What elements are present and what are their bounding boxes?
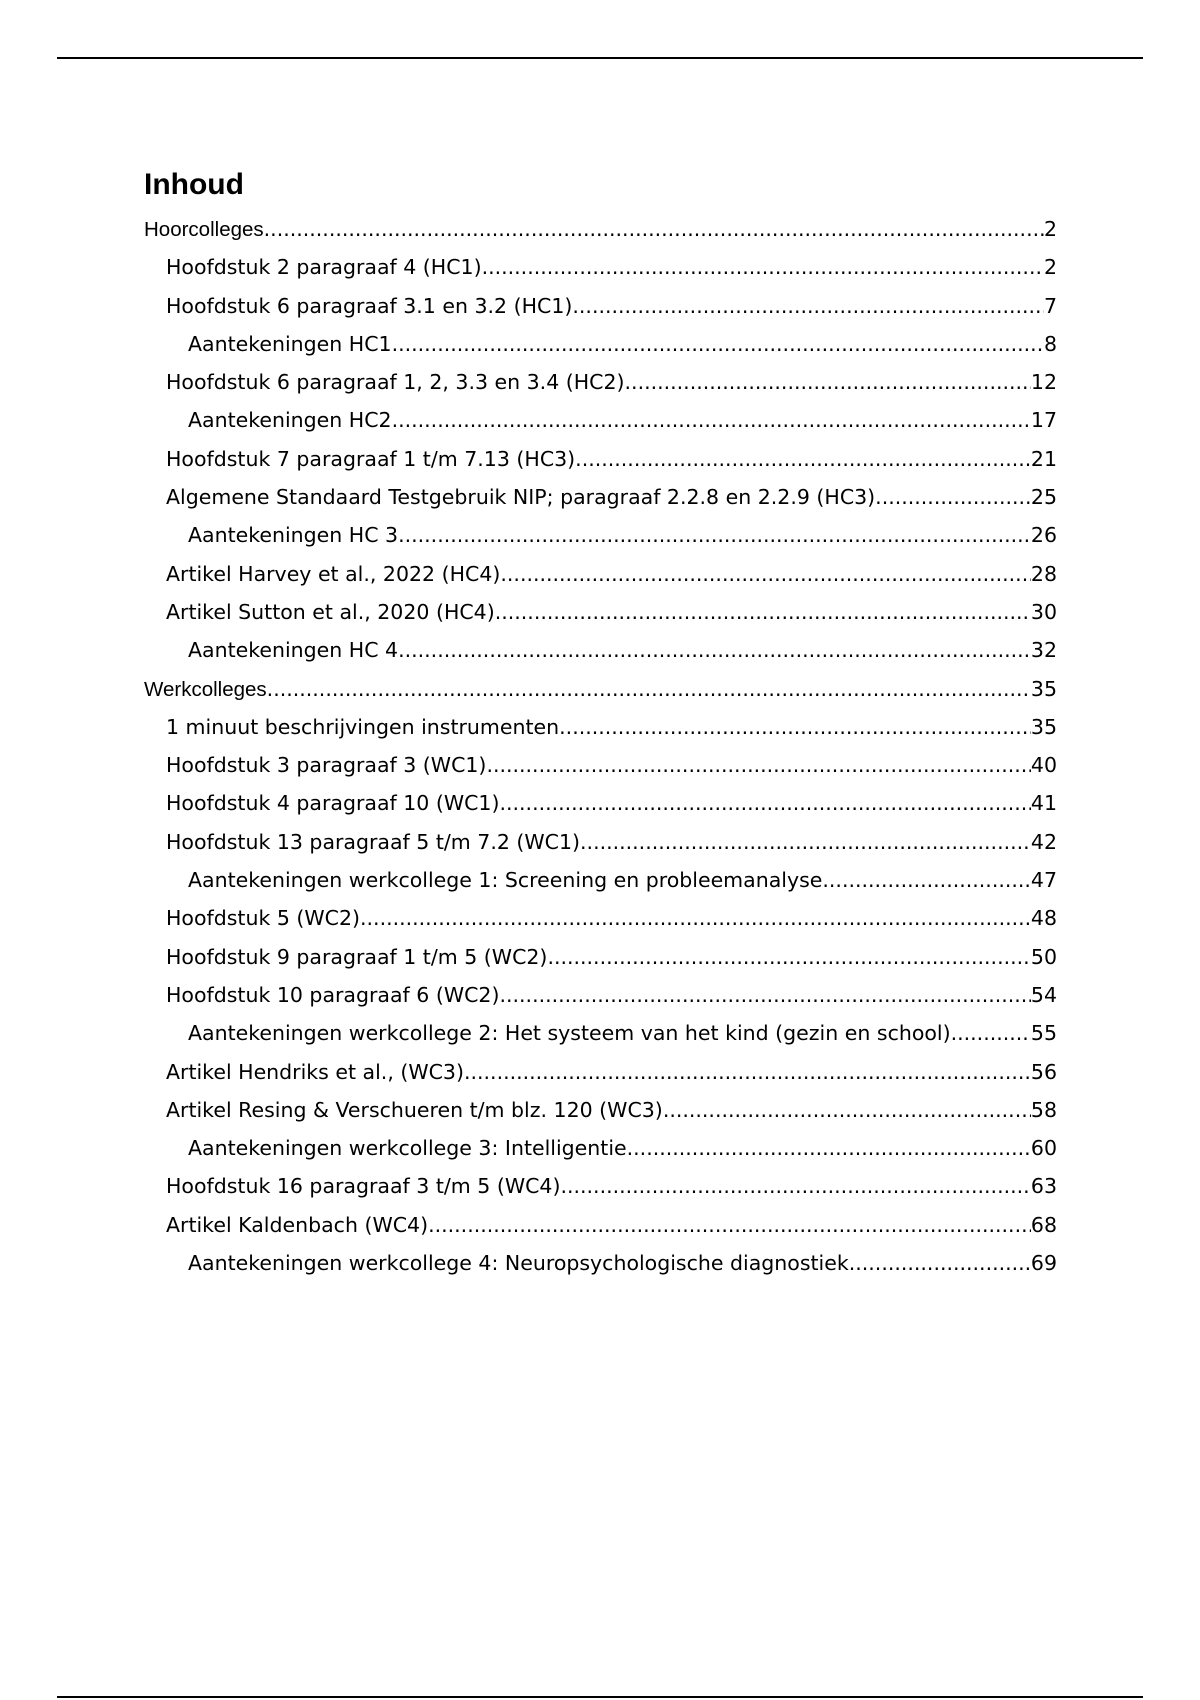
toc-page-number: 25: [1030, 485, 1057, 510]
toc-entry-title: Hoofdstuk 13 paragraaf 5 t/m 7.2 (WC1): [166, 829, 581, 854]
toc-dot-leader: [392, 401, 1031, 439]
toc-heading: Inhoud: [144, 168, 244, 201]
toc-dot-leader: [663, 1091, 1031, 1129]
toc-page-number: 2: [1043, 255, 1057, 280]
toc-entry-title: Hoofdstuk 10 paragraaf 6 (WC2): [166, 982, 500, 1007]
toc-entry[interactable]: [144, 210, 1057, 248]
toc-page-number: 32: [1030, 638, 1057, 663]
footer-rule: [57, 1696, 1143, 1698]
toc-dot-leader: [398, 631, 1031, 669]
toc-page-number: 56: [1030, 1059, 1057, 1084]
toc-dot-leader: [486, 746, 1030, 784]
toc-entry[interactable]: [144, 1129, 1057, 1167]
toc-entry-title: Werkcolleges: [144, 677, 267, 701]
toc-page-number: 12: [1030, 370, 1057, 395]
toc-dot-leader: [360, 899, 1031, 937]
toc-dot-leader: [625, 363, 1031, 401]
toc-dot-leader: [499, 976, 1030, 1014]
toc-entry[interactable]: [144, 516, 1057, 554]
toc-entry-title: Hoofdstuk 6 paragraaf 1, 2, 3.3 en 3.4 (HC2): [166, 370, 625, 395]
toc-dot-leader: [559, 708, 1031, 746]
toc-dot-leader: [580, 823, 1031, 861]
toc-entry-title: Algemene Standaard Testgebruik NIP; paragraaf 2.2.8 en 2.2.9 (HC3): [166, 485, 876, 510]
toc-entry-title: 1 minuut beschrijvingen instrumenten: [166, 714, 560, 739]
toc-dot-leader: [627, 1129, 1031, 1167]
toc-dot-leader: [267, 670, 1031, 708]
toc-entry-title: Hoofdstuk 6 paragraaf 3.1 en 3.2 (HC1): [166, 293, 573, 318]
toc-page-number: 35: [1030, 676, 1057, 701]
toc-page-number: 48: [1030, 906, 1057, 931]
toc-entry[interactable]: [144, 478, 1057, 516]
toc-entry-title: Aantekeningen werkcollege 1: Screening en probleemanalyse: [188, 868, 823, 893]
toc-page-number: 35: [1030, 714, 1057, 739]
toc-dot-leader: [495, 593, 1031, 631]
toc-entry[interactable]: [144, 555, 1057, 593]
toc-page-number: 7: [1043, 293, 1057, 318]
toc-entry[interactable]: [144, 1167, 1057, 1205]
toc-entry[interactable]: [144, 746, 1057, 784]
toc-entry[interactable]: [144, 976, 1057, 1014]
toc-page-number: 50: [1030, 944, 1057, 969]
toc-entry-title: Hoofdstuk 5 (WC2): [166, 906, 361, 931]
toc-page-number: 40: [1030, 753, 1057, 778]
toc-dot-leader: [849, 1244, 1031, 1282]
toc-entry[interactable]: [144, 1244, 1057, 1282]
toc-entry-title: Aantekeningen werkcollege 2: Het systeem van het kind (gezin en school): [188, 1021, 951, 1046]
toc-entry[interactable]: [144, 670, 1057, 708]
toc-entry[interactable]: [144, 823, 1057, 861]
toc-page-number: 60: [1030, 1136, 1057, 1161]
toc-entry-title: Aantekeningen werkcollege 3: Intelligentie: [188, 1136, 627, 1161]
toc-entry[interactable]: [144, 593, 1057, 631]
toc-entry-title: Aantekeningen HC1: [188, 331, 392, 356]
toc-entry[interactable]: [144, 248, 1057, 286]
toc-dot-leader: [398, 516, 1031, 554]
toc-entry[interactable]: [144, 899, 1057, 937]
toc-page-number: 55: [1030, 1021, 1057, 1046]
toc-page-number: 42: [1030, 829, 1057, 854]
table-of-contents: [144, 162, 1057, 1282]
toc-dot-leader: [572, 287, 1044, 325]
toc-dot-leader: [482, 248, 1044, 286]
toc-entry-title: Artikel Harvey et al., 2022 (HC4): [166, 561, 501, 586]
toc-entry[interactable]: [144, 325, 1057, 363]
toc-entry[interactable]: [144, 287, 1057, 325]
toc-dot-leader: [822, 861, 1031, 899]
toc-entry[interactable]: [144, 363, 1057, 401]
toc-list: [144, 210, 1057, 1282]
toc-dot-leader: [392, 325, 1044, 363]
toc-entry-title: Hoofdstuk 16 paragraaf 3 t/m 5 (WC4): [166, 1174, 561, 1199]
toc-entry[interactable]: [144, 440, 1057, 478]
toc-entry[interactable]: [144, 938, 1057, 976]
toc-page-number: 58: [1030, 1097, 1057, 1122]
toc-entry[interactable]: [144, 708, 1057, 746]
toc-entry-title: Hoofdstuk 4 paragraaf 10 (WC1): [166, 791, 500, 816]
toc-dot-leader: [499, 784, 1030, 822]
toc-entry-title: Hoorcolleges: [144, 218, 264, 241]
toc-entry-title: Hoofdstuk 2 paragraaf 4 (HC1): [166, 255, 482, 280]
toc-entry[interactable]: [144, 784, 1057, 822]
toc-page-number: 47: [1030, 868, 1057, 893]
toc-dot-leader: [875, 478, 1031, 516]
toc-page-number: 68: [1030, 1212, 1057, 1237]
toc-dot-leader: [575, 440, 1031, 478]
header-rule: [57, 57, 1143, 59]
toc-dot-leader: [560, 1167, 1030, 1205]
toc-entry-title: Artikel Kaldenbach (WC4): [166, 1212, 429, 1237]
toc-entry[interactable]: [144, 401, 1057, 439]
toc-entry-title: Artikel Resing & Verschueren t/m blz. 120 (WC3): [166, 1097, 663, 1122]
toc-page-number: 41: [1030, 791, 1057, 816]
toc-entry-title: Hoofdstuk 3 paragraaf 3 (WC1): [166, 753, 487, 778]
toc-page-number: 30: [1030, 599, 1057, 624]
toc-entry-title: Hoofdstuk 9 paragraaf 1 t/m 5 (WC2): [166, 944, 548, 969]
toc-page-number: 17: [1030, 408, 1057, 433]
toc-entry[interactable]: [144, 861, 1057, 899]
toc-entry-title: Hoofdstuk 7 paragraaf 1 t/m 7.13 (HC3): [166, 446, 576, 471]
toc-entry[interactable]: [144, 1091, 1057, 1129]
toc-entry[interactable]: [144, 1053, 1057, 1091]
toc-page-number: 54: [1030, 982, 1057, 1007]
toc-entry[interactable]: [144, 1014, 1057, 1052]
toc-dot-leader: [428, 1206, 1031, 1244]
toc-page-number: 2: [1043, 217, 1057, 241]
toc-dot-leader: [951, 1014, 1031, 1052]
toc-dot-leader: [464, 1053, 1031, 1091]
toc-page-number: 8: [1043, 331, 1057, 356]
toc-entry-title: Aantekeningen werkcollege 4: Neuropsychologische diagnostiek: [188, 1251, 849, 1276]
toc-entry[interactable]: [144, 1206, 1057, 1244]
toc-entry-title: Artikel Sutton et al., 2020 (HC4): [166, 599, 495, 624]
toc-page-number: 21: [1030, 446, 1057, 471]
toc-entry-title: Artikel Hendriks et al., (WC3): [166, 1059, 464, 1084]
toc-dot-leader: [264, 210, 1044, 248]
toc-entry-title: Aantekeningen HC 3: [188, 523, 399, 548]
toc-dot-leader: [547, 938, 1030, 976]
toc-page-number: 63: [1030, 1174, 1057, 1199]
toc-page-number: 69: [1030, 1251, 1057, 1276]
toc-dot-leader: [500, 555, 1031, 593]
toc-entry[interactable]: [144, 631, 1057, 669]
toc-page-number: 28: [1030, 561, 1057, 586]
toc-entry-title: Aantekeningen HC 4: [188, 638, 399, 663]
toc-entry-title: Aantekeningen HC2: [188, 408, 392, 433]
toc-page-number: 26: [1030, 523, 1057, 548]
